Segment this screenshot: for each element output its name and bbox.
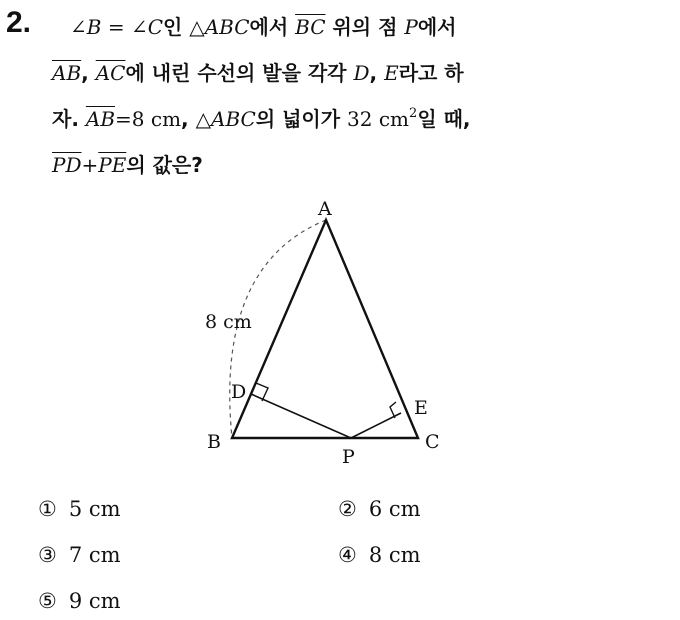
label-b: B	[207, 431, 221, 453]
label-e: E	[414, 397, 428, 419]
stem-text: 라고 하	[398, 61, 464, 85]
math-var: E	[384, 61, 399, 85]
choice-number: ⑤	[38, 589, 57, 613]
label-side-ab-length: 8 cm	[205, 311, 252, 333]
math-var: C	[147, 15, 164, 39]
stem-text: 에서	[417, 15, 457, 39]
stem-text: 의 넓이가	[255, 107, 348, 131]
angle-symbol: ∠	[70, 15, 87, 39]
label-p: P	[342, 446, 355, 468]
stem-text: ,	[369, 61, 385, 85]
segment-ac: $\overline{AC}$	[95, 61, 126, 85]
stem-text: ,	[81, 61, 96, 85]
segment-pd-line	[251, 394, 351, 438]
segment-pe-line	[351, 413, 401, 438]
label-c: C	[425, 431, 440, 453]
math-text: +	[81, 153, 99, 177]
choice-text: 6 cm	[368, 497, 421, 521]
stem-text: 인 △	[163, 15, 205, 39]
stem-text: 에 내린 수선의 발을 각각	[125, 61, 354, 85]
exponent: 2	[409, 106, 418, 121]
choice-text: 8 cm	[368, 543, 421, 567]
math-var: B	[86, 15, 102, 39]
stem-text: 일 때,	[417, 107, 471, 131]
stem-text: , △	[181, 107, 211, 131]
math-text: =8 cm	[115, 107, 182, 131]
segment-ab: $\overline{AB}$	[85, 107, 116, 131]
choice-1[interactable]	[38, 497, 121, 521]
math-var: ABC	[204, 15, 250, 39]
stem-text: 의 값은?	[126, 153, 203, 177]
segment-ab: $\overline{AB}$	[52, 61, 82, 85]
stem-text: 위의 점	[325, 15, 405, 39]
stem-text: 자.	[52, 107, 86, 131]
math-var: P	[404, 15, 418, 39]
choice-2[interactable]	[338, 497, 421, 521]
choice-5[interactable]	[38, 589, 121, 613]
segment-pe: $\overline{PE}$	[98, 153, 127, 177]
choice-text: 7 cm	[68, 543, 121, 567]
math-var: D	[353, 61, 370, 85]
choice-number: ④	[338, 543, 357, 567]
segment-bc: $\overline{BC}$	[295, 15, 326, 39]
math-text: = ∠	[101, 15, 148, 39]
choice-number: ①	[38, 497, 57, 521]
label-d: D	[231, 381, 247, 403]
choice-4[interactable]	[338, 543, 421, 567]
choice-number: ②	[338, 497, 357, 521]
segment-pd: $\overline{PD}$	[52, 153, 82, 177]
choice-3[interactable]	[38, 543, 121, 567]
triangle-abc	[232, 220, 418, 438]
stem-text: 에서	[249, 15, 296, 39]
math-text: 32 cm	[347, 107, 410, 131]
math-var: ABC	[211, 107, 256, 131]
label-a: A	[318, 198, 332, 220]
choice-number: ③	[38, 543, 57, 567]
choice-text: 5 cm	[68, 497, 121, 521]
choice-text: 9 cm	[68, 589, 121, 613]
question-number: 2.	[6, 6, 32, 39]
